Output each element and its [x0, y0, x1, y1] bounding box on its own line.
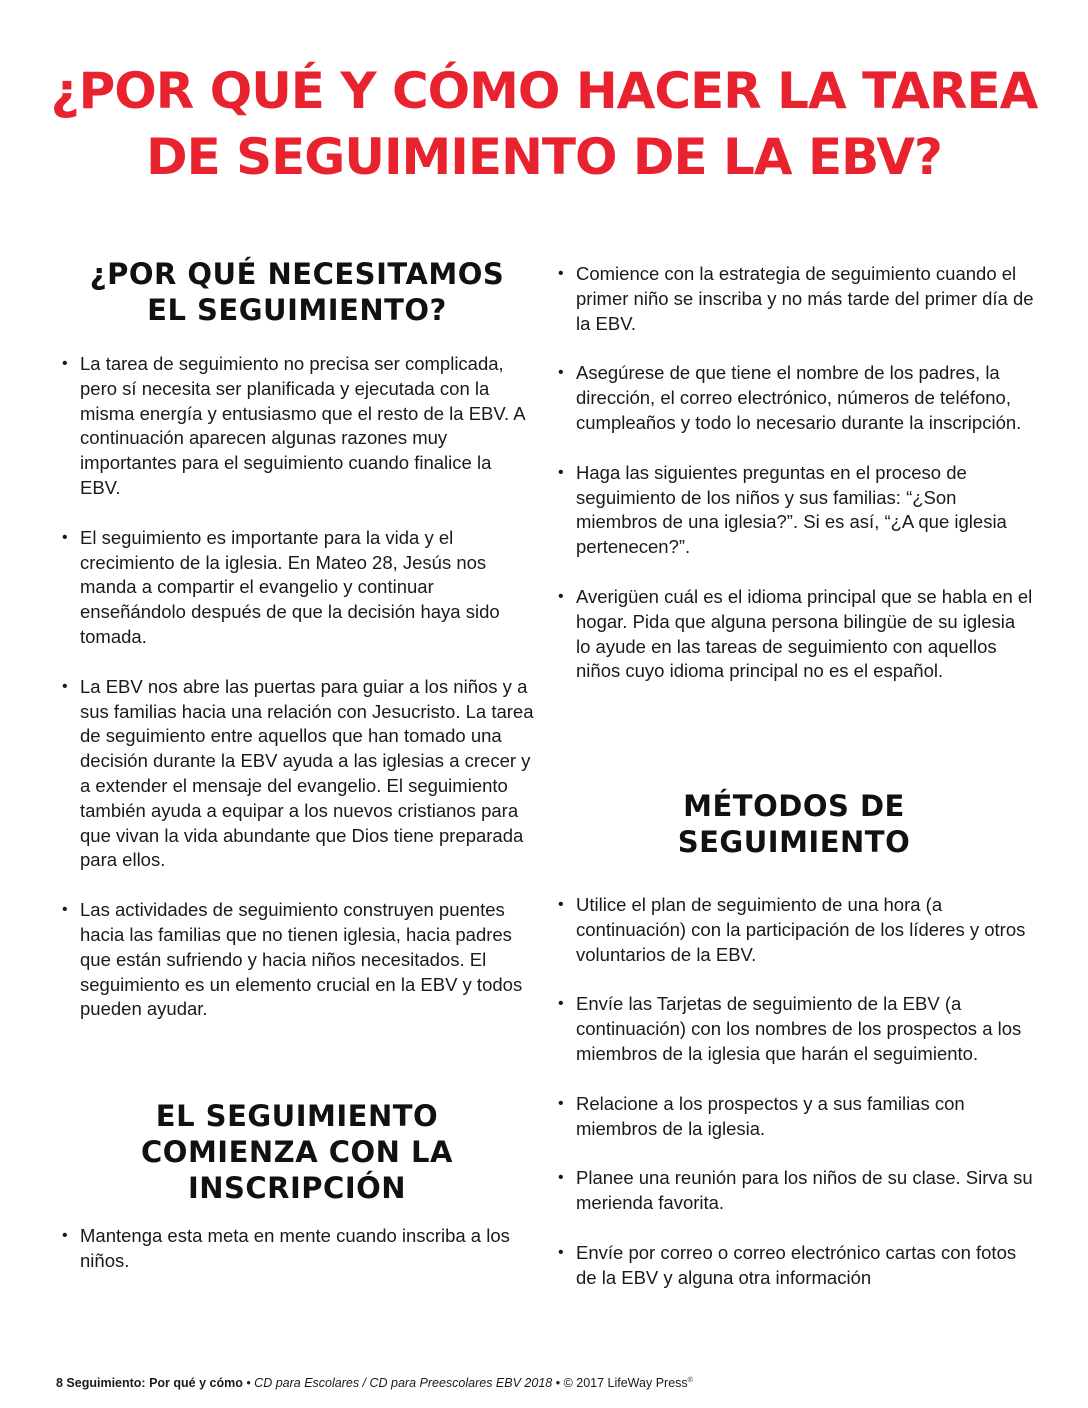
- list-item: • Envíe por correo o correo electrónico cartas con fotos de la EBV y alguna otra información: [554, 1241, 1034, 1291]
- list-item: • Averigüen cuál es el idioma principal que se habla en el hogar. Pida que alguna persona bilingüe de su iglesia lo ayude en las tareas de seguimiento con aquellos niños cuyo idioma principal no es el español.: [554, 585, 1034, 684]
- list-item: • El seguimiento es importante para la vida y el crecimiento de la iglesia. En Mateo 28, Jesús nos manda a compartir el evangelio y continuar enseñándolo después de que la decisión haya sido tomada.: [58, 526, 536, 650]
- page-title-line-2: DE SEGUIMIENTO DE LA EBV?: [146, 128, 942, 186]
- footer-separator: •: [552, 1376, 564, 1390]
- list-item: • La tarea de seguimiento no precisa ser complicada, pero sí necesita ser planificada y ejecutada con la misma energía y entusiasmo que el resto de la EBV. A continuación aparecen algunas razones muy importantes para el seguimiento cuando finalice la EBV.: [58, 352, 536, 501]
- list-item: • La EBV nos abre las puertas para guiar a los niños y a sus familias hacia una relación con Jesucristo. La tarea de seguimiento entre aquellos que han tomado una decisión durante la EBV ayuda a las iglesias a crecer y a extender el mensaje del evangelio. El seguimiento también ayuda a equipar a los nuevos cristianos para que vivan la vida abundante que Dios tiene preparada para ellos.: [58, 675, 536, 873]
- heading-why-follow-up: [58, 256, 536, 328]
- methods-bullet-list: [554, 893, 1034, 1291]
- list-item: • Utilice el plan de seguimiento de una hora (a continuación) con la participación de los líderes y otros voluntarios de la EBV.: [554, 893, 1034, 967]
- footer-copyright: © 2017 LifeWay Press: [563, 1376, 688, 1390]
- list-item: • Planee una reunión para los niños de su clase. Sirva su merienda favorita.: [554, 1166, 1034, 1216]
- heading-methods-line-1: MÉTODOS DE: [683, 789, 905, 823]
- list-item: • Haga las siguientes preguntas en el proceso de seguimiento de los niños y sus familias: “¿Son miembros de una iglesia?”. Si es así, “¿A que iglesia pertenecen?”.: [554, 461, 1034, 560]
- page-footer: [56, 1376, 1046, 1390]
- list-item: • Envíe las Tarjetas de seguimiento de la EBV (a continuación) con los nombres de los prospectos a los miembros de la iglesia que harán el seguimiento.: [554, 992, 1034, 1066]
- page-title-line-1: ¿POR QUÉ Y CÓMO HACER LA TAREA: [50, 62, 1038, 120]
- footer-page-label: 8 Seguimiento: Por qué y cómo: [56, 1376, 243, 1390]
- list-item: • Mantenga esta meta en mente cuando inscriba a los niños.: [58, 1224, 536, 1274]
- list-item: • Asegúrese de que tiene el nombre de los padres, la dirección, el correo electrónico, números de teléfono, cumpleaños y todo lo necesario durante la inscripción.: [554, 361, 1034, 435]
- heading-registration-line-2: COMIENZA CON LA: [141, 1135, 453, 1169]
- heading-why-line-1: ¿POR QUÉ NECESITAMOS: [89, 257, 505, 291]
- footer-product: CD para Escolares / CD para Preescolares EBV 2018: [254, 1376, 553, 1390]
- list-item: • Relacione a los prospectos y a sus familias con miembros de la iglesia.: [554, 1092, 1034, 1142]
- heading-methods: [554, 788, 1034, 860]
- registration-bullet-list-left: [58, 1224, 536, 1274]
- heading-registration-line-1: EL SEGUIMIENTO: [155, 1099, 439, 1133]
- list-item: • Las actividades de seguimiento construyen puentes hacia las familias que no tienen iglesia, hacia padres que están sufriendo y hacia niños necesitados. El seguimiento es un elemento crucial en la EBV y todos pueden ayudar.: [58, 898, 536, 1022]
- page-title: [40, 58, 1048, 190]
- footer-separator: •: [242, 1376, 255, 1390]
- list-item: • Comience con la estrategia de seguimiento cuando el primer niño se inscriba y no más tarde del primer día de la EBV.: [554, 262, 1034, 336]
- heading-methods-line-2: SEGUIMIENTO: [677, 825, 911, 859]
- heading-why-line-2: EL SEGUIMIENTO?: [147, 293, 447, 327]
- heading-registration: [58, 1098, 536, 1206]
- registration-bullet-list-right: [554, 262, 1034, 684]
- why-bullet-list: [58, 352, 536, 1022]
- heading-registration-line-3: INSCRIPCIÓN: [187, 1171, 407, 1205]
- footer-registered-mark: ®: [687, 1376, 693, 1384]
